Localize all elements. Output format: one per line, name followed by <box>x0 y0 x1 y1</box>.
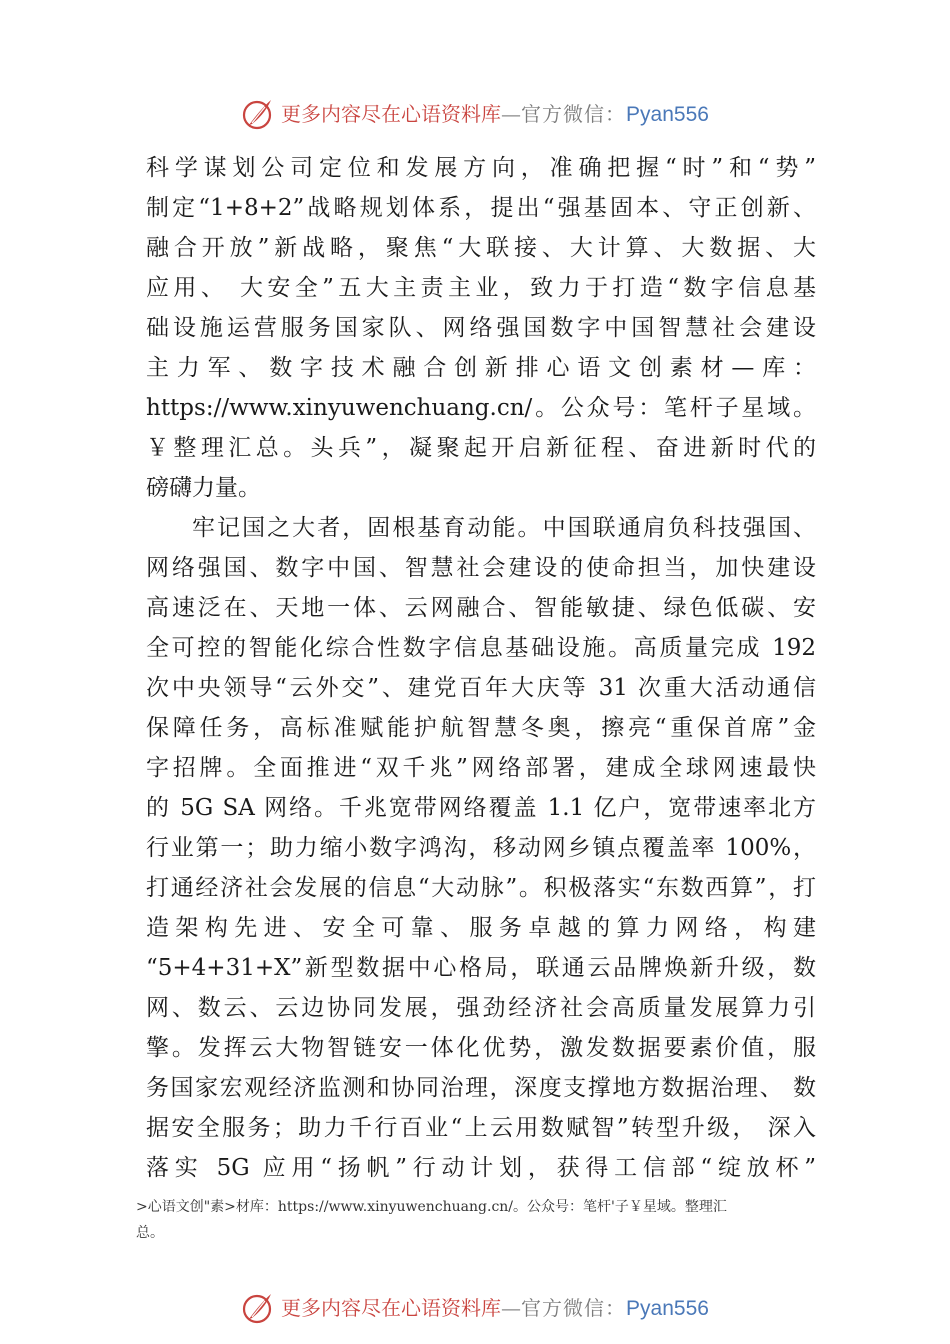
text-line: https://www.xinyuwenchuang.cn/。公众号：笔杆子星域。 <box>146 395 816 421</box>
text-line: 应用、 大安全”五大主责主业，致力于打造“数字信息基 <box>146 275 816 301</box>
text-line: 制定“1+8+2”战略规划体系，提出“强基固本、守正创新、 <box>146 195 816 221</box>
text-line: 打通经济社会发展的信息“大动脉”。积极落实“东数西算”，打 <box>146 875 816 901</box>
text-line: 础设施运营服务国家队、网络强国数字中国智慧社会建设 <box>146 315 816 341</box>
text-line: 造架构先进、安全可靠、服务卓越的算力网络，构建 <box>146 915 816 941</box>
quill-pen-logo-icon <box>241 1291 275 1325</box>
text-line: 网络强国、数字中国、智慧社会建设的使命担当，加快建设 <box>146 555 816 581</box>
text-line: 落实 5G 应用“扬帆”行动计划，获得工信部“绽放杯” <box>146 1155 816 1181</box>
text-line: 全可控的智能化综合性数字信息基础设施。高质量完成 192 <box>146 635 816 661</box>
text-line: 务国家宏观经济监测和协同治理，深度支撑地方数据治理、 数 <box>146 1075 816 1101</box>
text-line: 的 5G SA 网络。千兆宽带网络覆盖 1.1 亿户，宽带速率北方 <box>146 795 816 821</box>
footnote <box>136 1194 836 1246</box>
text-line: 字招牌。全面推进“双千兆”网络部署，建成全球网速最快 <box>146 755 816 781</box>
banner-wechat-id: Pyan556 <box>626 102 709 126</box>
banner-site-name: 更多内容尽在心语资料库 <box>281 101 502 126</box>
banner-wechat-label: 官方微信： <box>521 1295 627 1320</box>
text-line: 网、数云、云边协同发展，强劲经济社会高质量发展算力引 <box>146 995 816 1021</box>
footer-banner <box>0 1288 950 1328</box>
text-line: 擎。发挥云大物智链安一体化优势，激发数据要素价值，服 <box>146 1035 816 1061</box>
text-line: ￥整理汇总。头兵”，凝聚起开启新征程、奋进新时代的 <box>146 435 816 461</box>
text-line: 据安全服务；助力千行百业“上云用数赋智”转型升级， 深入 <box>146 1115 816 1141</box>
text-line: 牢记国之大者，固根基育动能。中国联通肩负科技强国、 <box>192 515 816 541</box>
text-line: 次中央领导“云外交”、建党百年大庆等 31 次重大活动通信 <box>146 675 816 701</box>
text-line: 科学谋划公司定位和发展方向，准确把握“时”和“势” <box>146 155 816 181</box>
text-line: 融合开放”新战略，聚焦“大联接、大计算、大数据、大 <box>146 235 816 261</box>
banner-wechat-id: Pyan556 <box>626 1296 709 1320</box>
banner-site-name: 更多内容尽在心语资料库 <box>281 1295 502 1320</box>
header-banner <box>0 94 950 134</box>
quill-pen-logo-icon <box>241 97 275 131</box>
text-line: 保障任务，高标准赋能护航智慧冬奥，擦亮“重保首席”金 <box>146 715 816 741</box>
text-line: 主力军、数字技术融合创新排心语文创素材—库： <box>146 355 816 381</box>
paragraph-2 <box>146 508 816 1188</box>
banner-text <box>281 1291 709 1326</box>
footnote-line: >心语文创"素>材库：https://www.xinyuwenchuang.cn/。公众号：笔杆'子￥星域。整理汇 <box>136 1199 727 1215</box>
banner-dash: — <box>501 101 522 126</box>
text-line: “5+4+31+X”新型数据中心格局，联通云品牌焕新升级，数 <box>146 955 816 981</box>
text-line: 高速泛在、天地一体、云网融合、智能敏捷、绿色低碳、安 <box>146 595 816 621</box>
paragraph-1 <box>146 148 816 508</box>
footnote-line: 总。 <box>136 1225 164 1241</box>
banner-dash: — <box>501 1295 522 1320</box>
text-line: 行业第一；助力缩小数字鸿沟，移动网乡镇点覆盖率 100%， <box>146 835 816 861</box>
banner-wechat-label: 官方微信： <box>521 101 627 126</box>
document-body <box>146 148 816 1188</box>
text-line: 磅礴力量。 <box>146 475 261 501</box>
banner-text <box>281 97 709 132</box>
